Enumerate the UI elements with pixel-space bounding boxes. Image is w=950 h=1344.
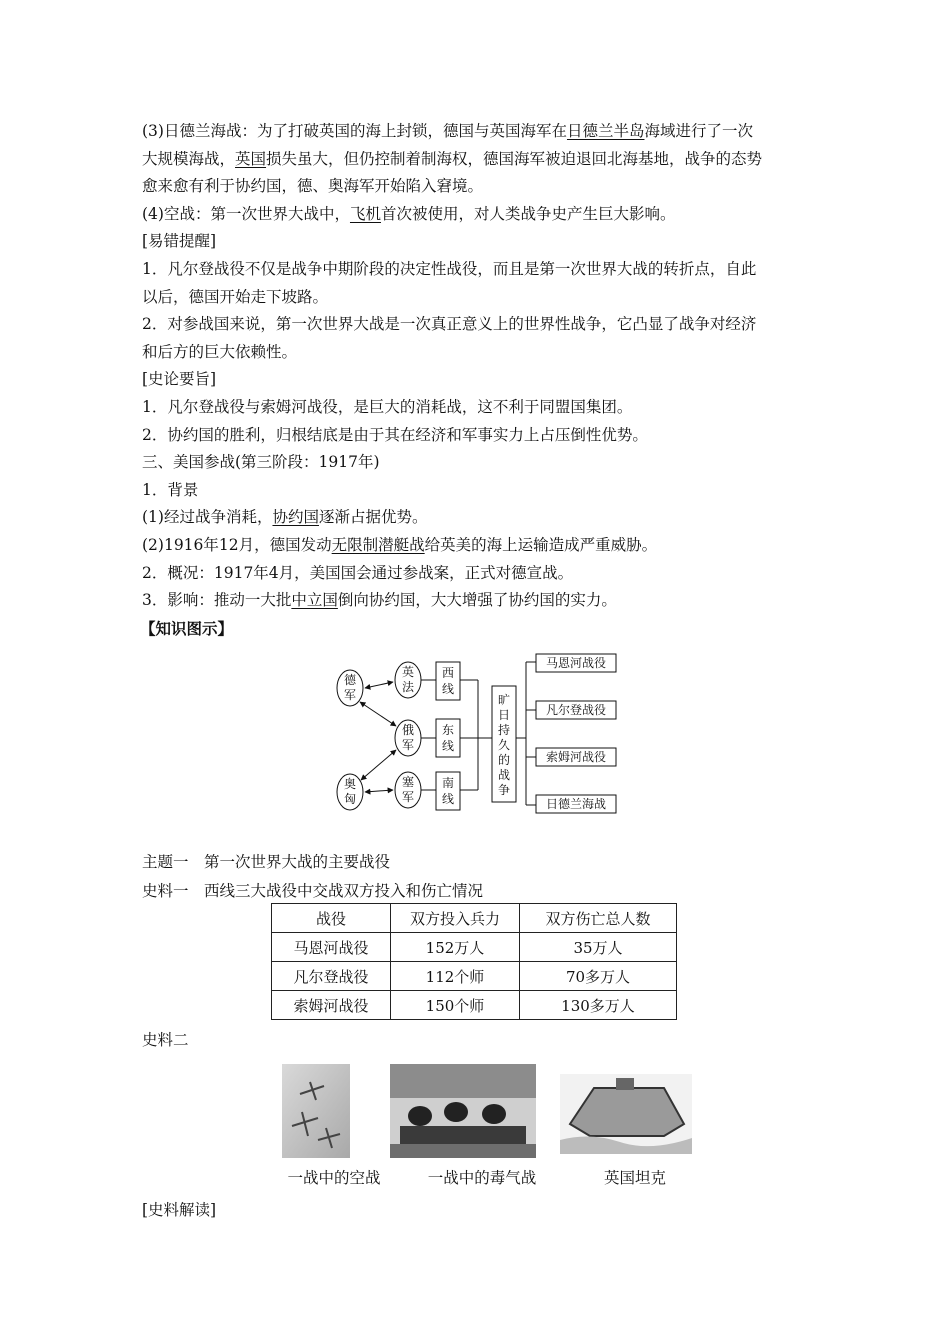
svg-text:军: 军 — [401, 738, 415, 752]
svg-text:英: 英 — [401, 665, 415, 679]
table-header: 双方伤亡总人数 — [520, 904, 677, 933]
svg-text:持: 持 — [497, 723, 511, 737]
svg-text:日: 日 — [497, 708, 511, 722]
text-line: (1)经过战争消耗，协约国逐渐占据优势。 — [142, 508, 428, 527]
svg-text:争: 争 — [497, 783, 511, 797]
svg-text:南: 南 — [441, 776, 455, 790]
svg-text:的: 的 — [497, 753, 511, 767]
table-cell: 152万人 — [391, 933, 520, 962]
svg-text:奥: 奥 — [343, 777, 357, 791]
battle-somme-box — [536, 748, 616, 766]
table-header-row — [272, 904, 677, 933]
table-row — [272, 962, 677, 991]
svg-text:日德兰海战: 日德兰海战 — [545, 797, 607, 811]
knowledge-diagram — [330, 652, 630, 820]
table-row — [272, 991, 677, 1020]
text-line: 和后方的巨大依赖性。 — [142, 342, 298, 361]
table-cell: 70多万人 — [520, 962, 677, 991]
source-one-title: 史料一 西线三大战役中交战双方投入和伤亡情况 — [142, 882, 484, 900]
svg-text:俄: 俄 — [401, 723, 415, 737]
svg-text:久: 久 — [497, 738, 511, 752]
svg-text:线: 线 — [441, 682, 455, 696]
western-front-box — [421, 662, 460, 700]
svg-text:马恩河战役: 马恩河战役 — [545, 656, 607, 670]
table-row — [272, 933, 677, 962]
source-reading-heading: [史料解读] — [142, 1201, 217, 1219]
svg-text:东: 东 — [441, 723, 455, 737]
text-line: (2)1916年12月，德国发动无限制潜艇战给英美的海上运输造成严重威胁。 — [142, 535, 658, 554]
subheading-error-tips: [易错提醒] — [142, 232, 217, 251]
svg-text:塞: 塞 — [401, 775, 415, 789]
serbia-node — [395, 772, 421, 808]
topic-section — [142, 848, 483, 906]
russia-node — [395, 720, 421, 756]
text-line: 大规模海战，英国损失虽大，但仍控制着制海权，德国海军被迫退回北海基地，战争的态势 — [142, 149, 763, 168]
text-line: 愈来愈有利于协约国，德、奥海军开始陷入窘境。 — [142, 177, 484, 196]
table-cell: 112个师 — [391, 962, 520, 991]
britain-france-node — [395, 662, 421, 698]
svg-text:线: 线 — [441, 739, 455, 753]
table-cell: 马恩河战役 — [272, 933, 391, 962]
germany-node — [337, 670, 363, 706]
svg-text:军: 军 — [343, 688, 357, 702]
svg-text:战: 战 — [497, 768, 511, 782]
table-cell: 凡尔登战役 — [272, 962, 391, 991]
diagram-svg — [330, 652, 630, 820]
table-cell: 150个师 — [391, 991, 520, 1020]
text-line: 2．协约国的胜利，归根结底是由于其在经济和军事实力上占压倒性优势。 — [142, 425, 648, 444]
svg-text:旷: 旷 — [497, 693, 511, 707]
eastern-front-box — [421, 719, 460, 757]
underlined-term: 中立国 — [291, 591, 338, 610]
aerial-combat-photo — [282, 1064, 350, 1158]
austria-hungary-node — [337, 774, 363, 810]
svg-text:匈: 匈 — [343, 792, 357, 806]
table-cell: 35万人 — [520, 933, 677, 962]
table-cell: 130多万人 — [520, 991, 677, 1020]
text-line: (4)空战：第一次世界大战中，飞机首次被使用，对人类战争史产生巨大影响。 — [142, 204, 676, 223]
underlined-term: 协约国 — [272, 508, 319, 527]
text-line: 1．凡尔登战役不仅是战争中期阶段的决定性战役，而且是第一次世界大战的转折点，自此 — [142, 259, 757, 278]
topic-title: 主题一 第一次世界大战的主要战役 — [142, 853, 391, 871]
underlined-term: 无限制潜艇战 — [331, 535, 425, 554]
caption-gas-warfare: 一战中的毒气战 — [427, 1169, 537, 1187]
svg-text:军: 军 — [401, 790, 415, 804]
text-line: 以后，德国开始走下坡路。 — [142, 287, 329, 306]
text-line: 2．对参战国来说，第一次世界大战是一次真正意义上的世界性战争，它凸显了战争对经济 — [142, 315, 757, 334]
text-line: (3)日德兰海战：为了打破英国的海上封锁，德国与英国海军在日德兰半岛海域进行了一次 — [142, 122, 753, 140]
text-line: 1．凡尔登战役与索姆河战役，是巨大的消耗战，这不利于同盟国集团。 — [142, 397, 633, 416]
subheading-history-points: [史论要旨] — [142, 370, 217, 389]
table-cell: 索姆河战役 — [272, 991, 391, 1020]
battle-verdun-box — [536, 701, 616, 719]
british-tank-photo — [560, 1074, 692, 1154]
knowledge-diagram-heading: 【知识图示】 — [140, 618, 234, 638]
section-heading: 三、美国参战(第三阶段：1917年) — [142, 453, 380, 472]
gas-warfare-photo — [390, 1064, 536, 1158]
text-line: 1．背景 — [142, 480, 199, 499]
svg-text:索姆河战役: 索姆河战役 — [545, 750, 607, 764]
battle-marne-box — [536, 654, 616, 672]
document-body — [142, 118, 802, 642]
svg-text:凡尔登战役: 凡尔登战役 — [545, 703, 607, 717]
text-line: 3．影响：推动一大批中立国倒向协约国，大大增强了协约国的实力。 — [142, 591, 617, 610]
svg-text:线: 线 — [441, 792, 455, 806]
protracted-war-box — [492, 686, 516, 802]
table-header: 双方投入兵力 — [391, 904, 520, 933]
underlined-term: 日德兰半岛 — [566, 122, 645, 140]
underlined-term: 英国 — [235, 149, 267, 168]
battle-jutland-box — [536, 795, 616, 813]
caption-aerial-combat: 一战中的空战 — [287, 1169, 381, 1187]
svg-text:法: 法 — [401, 680, 415, 694]
underlined-term: 飞机 — [349, 204, 381, 223]
source-two-title: 史料二 — [142, 1031, 189, 1049]
southern-front-box — [421, 772, 460, 810]
svg-text:西: 西 — [441, 666, 455, 680]
table-header: 战役 — [272, 904, 391, 933]
caption-british-tank: 英国坦克 — [603, 1169, 666, 1187]
svg-text:德: 德 — [343, 673, 357, 687]
text-line: 2．概况：1917年4月，美国国会通过参战案，正式对德宣战。 — [142, 563, 574, 582]
battles-table — [271, 903, 677, 1020]
